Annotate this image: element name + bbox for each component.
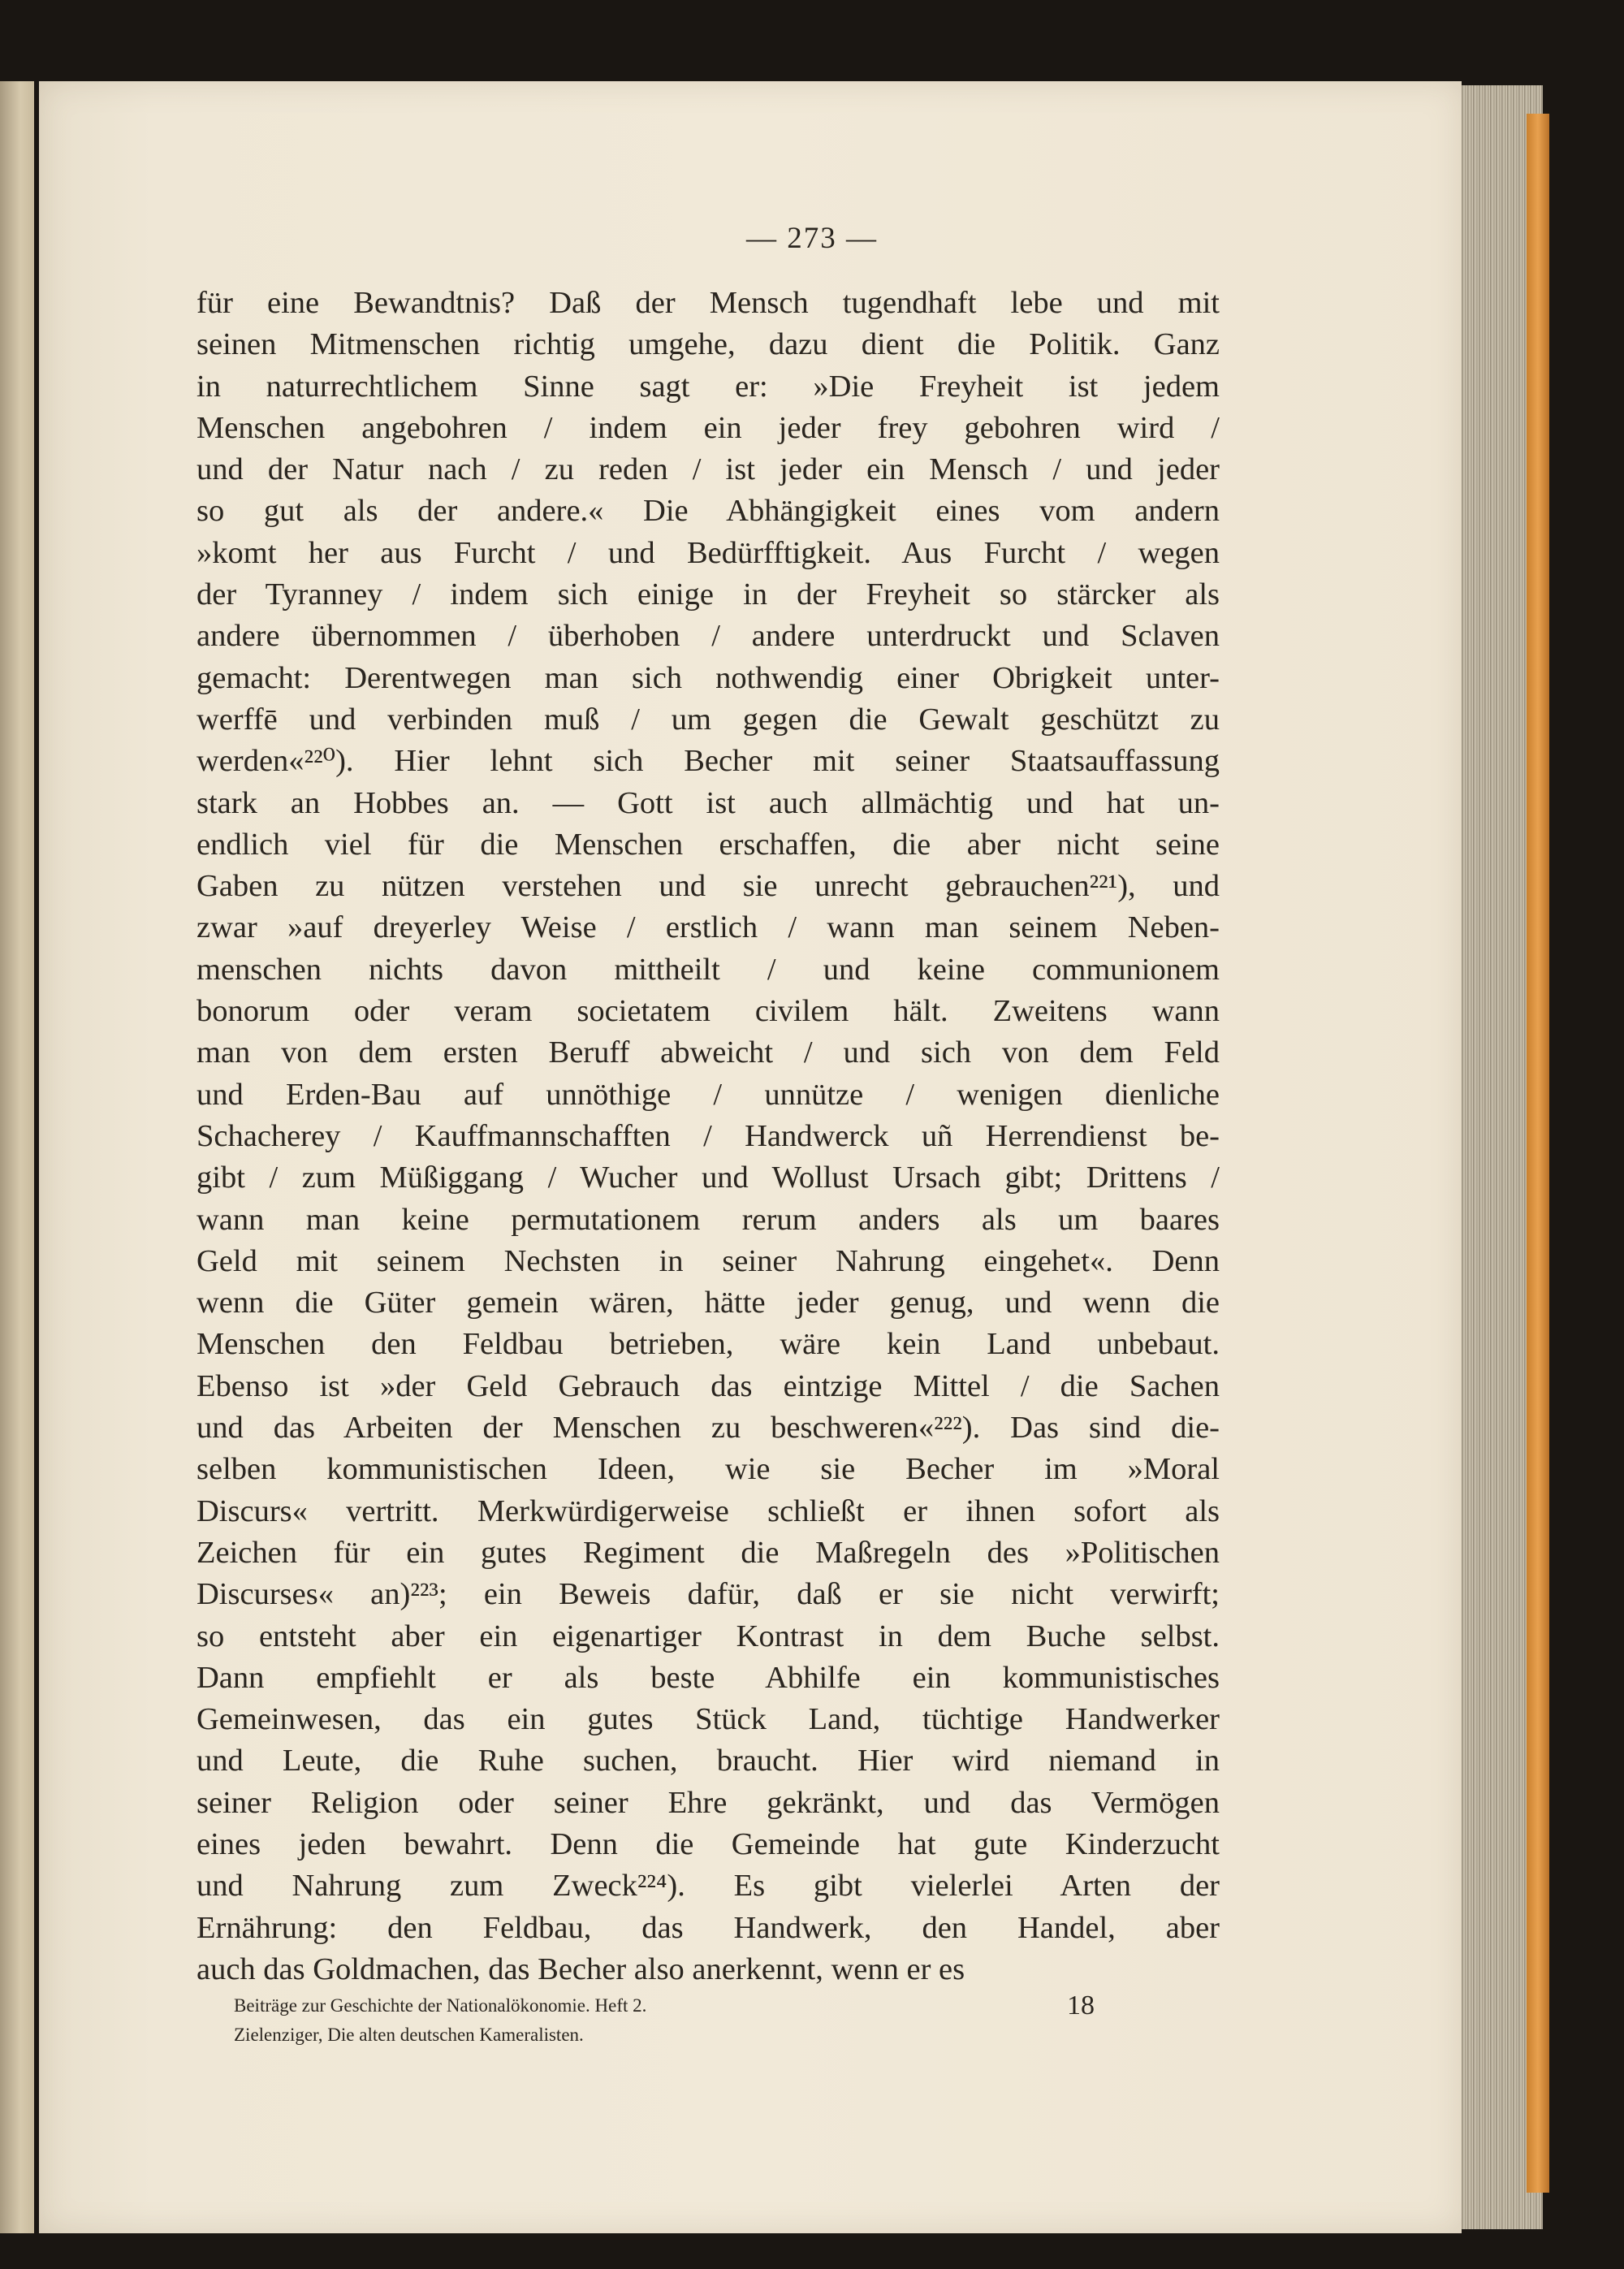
text-line: in naturrechtlichem Sinne sagt er: »Die Freyheit ist jedem <box>197 369 1220 404</box>
text-line: und der Natur nach / zu reden / ist jeder ein Mensch / und jeder <box>197 452 1220 487</box>
text-line: für eine Bewandtnis? Daß der Mensch tugendhaft lebe und mit <box>197 286 1220 320</box>
text-line: so gut als der andere.« Die Abhängigkeit eines vom andern <box>197 494 1220 529</box>
text-line: der Tyranney / indem sich einige in der Freyheit so stärcker als <box>197 577 1220 612</box>
text-line: Menschen den Feldbau betrieben, wäre kein Land unbebaut. <box>197 1327 1220 1362</box>
text-line: Schacherey / Kauffmannschafften / Handwerck uñ Herrendienst be- <box>197 1118 1220 1153</box>
text-line: menschen nichts davon mittheilt / und keine communionem <box>197 952 1220 987</box>
text-line: Discurs« vertritt. Merkwürdigerweise schließt er ihnen sofort als <box>197 1493 1220 1528</box>
text-line: man von dem ersten Beruff abweicht / und sich von dem Feld <box>197 1035 1220 1070</box>
text-line: und Nahrung zum Zweck²²⁴). Es gibt vielerlei Arten der <box>197 1869 1220 1904</box>
text-line: eines jeden bewahrt. Denn die Gemeinde hat gute Kinderzucht <box>197 1826 1220 1861</box>
text-line: Ernährung: den Feldbau, das Handwerk, den Handel, aber <box>197 1910 1220 1945</box>
text-line: Geld mit seinem Nechsten in seiner Nahrung eingehet«. Denn <box>197 1243 1220 1278</box>
text-line: so entsteht aber ein eigenartiger Kontrast in dem Buche selbst. <box>197 1619 1220 1653</box>
author-title: Zielenziger, Die alten deutschen Kameralisten. <box>234 2025 584 2045</box>
text-line: Discurses« an)²²³; ein Beweis dafür, daß er sie nicht verwirft; <box>197 1577 1220 1612</box>
text-line: andere übernommen / überhoben / andere unterdruckt und Sclaven <box>197 619 1220 654</box>
text-line: werffē und verbinden muß / um gegen die Gewalt geschützt zu <box>197 702 1220 737</box>
text-line: Gemeinwesen, das ein gutes Stück Land, tüchtige Handwerker <box>197 1702 1220 1737</box>
text-line: und Leute, die Ruhe suchen, braucht. Hier wird niemand in <box>197 1744 1220 1778</box>
book-cover-edge <box>1527 114 1549 2193</box>
text-line: seinen Mitmenschen richtig umgehe, dazu dient die Politik. Ganz <box>197 327 1220 362</box>
signature-mark: 18 <box>1067 1990 1095 2020</box>
text-line: stark an Hobbes an. — Gott ist auch allmächtig und hat un- <box>197 785 1220 820</box>
text-line: gibt / zum Müßiggang / Wucher und Wollust Ursach gibt; Drittens / <box>197 1160 1220 1195</box>
text-line: und das Arbeiten der Menschen zu beschweren«²²²). Das sind die- <box>197 1411 1220 1446</box>
text-line: und Erden-Bau auf unnöthige / unnütze / wenigen dienliche <box>197 1077 1220 1112</box>
text-line: wann man keine permutationem rerum anders als um baares <box>197 1202 1220 1237</box>
text-line: »komt her aus Furcht / und Bedürfftigkeit. Aus Furcht / wegen <box>197 535 1220 570</box>
previous-page-edge <box>0 81 34 2233</box>
text-line: zwar »auf dreyerley Weise / erstlich / wann man seinem Neben- <box>197 910 1220 945</box>
text-line: seiner Religion oder seiner Ehre gekränkt, und das Vermögen <box>197 1785 1220 1820</box>
page-number-header: — 273 — <box>746 222 878 255</box>
text-line: Dann empfiehlt er als beste Abhilfe ein kommunistisches <box>197 1660 1220 1695</box>
text-line: Menschen angebohren / indem ein jeder frey gebohren wird / <box>197 410 1220 445</box>
series-title: Beiträge zur Geschichte der Nationalökonomie. Heft 2. <box>234 1995 647 2016</box>
body-text <box>197 283 1220 1990</box>
text-line: bonorum oder veram societatem civilem hält. Zweitens wann <box>197 994 1220 1029</box>
text-line: Ebenso ist »der Geld Gebrauch das eintzige Mittel / die Sachen <box>197 1368 1220 1403</box>
text-line: gemacht: Derentwegen man sich nothwendig einer Obrigkeit unter- <box>197 660 1220 695</box>
text-line: wenn die Güter gemein wären, hätte jeder genug, und wenn die <box>197 1286 1220 1320</box>
text-line: Zeichen für ein gutes Regiment die Maßregeln des »Politischen <box>197 1535 1220 1570</box>
text-line: Gaben zu nützen verstehen und sie unrecht gebrauchen²²¹), und <box>197 869 1220 904</box>
text-line: auch das Goldmachen, das Becher also anerkennt, wenn er es <box>197 1951 965 1986</box>
text-line: selben kommunistischen Ideen, wie sie Becher im »Moral <box>197 1452 1220 1487</box>
text-line: endlich viel für die Menschen erschaffen, die aber nicht seine <box>197 827 1220 862</box>
page-footer <box>234 1991 1095 2050</box>
text-line: werden«²²⁰). Hier lehnt sich Becher mit seiner Staatsauffassung <box>197 744 1220 779</box>
